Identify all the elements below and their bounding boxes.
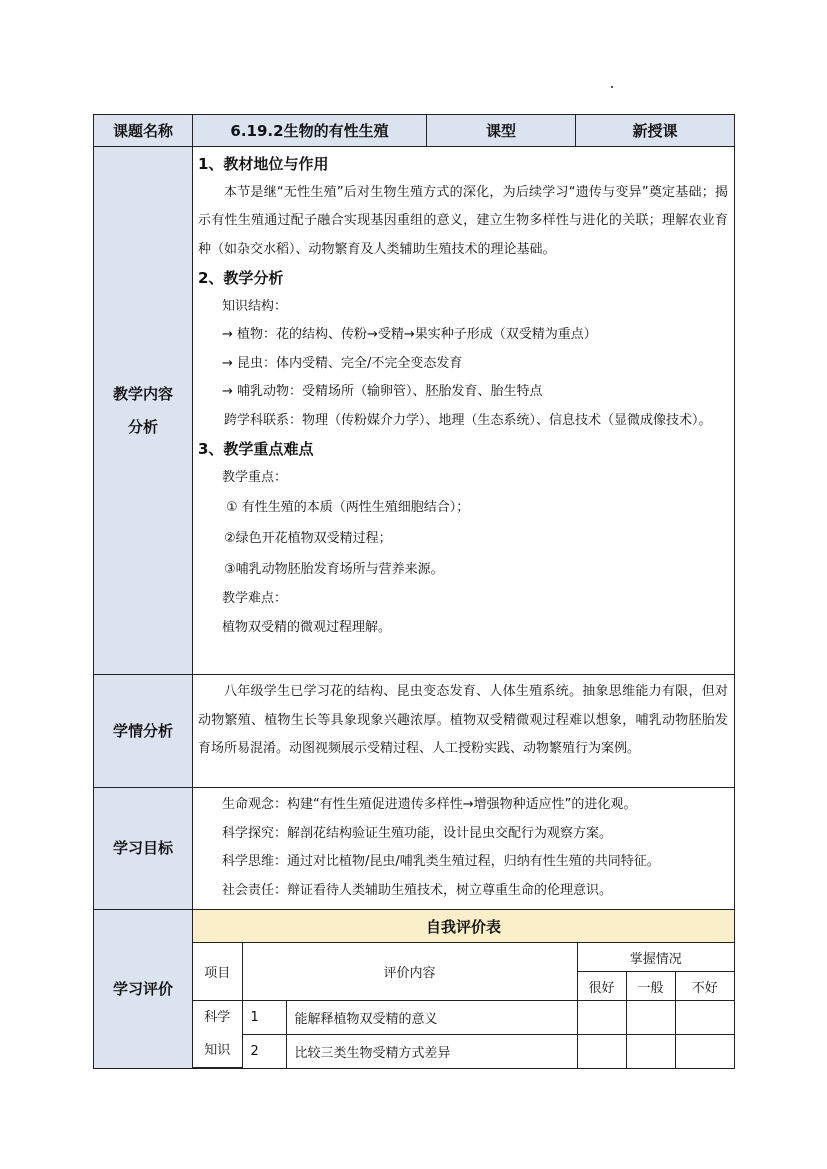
evaluation-row (94, 910, 735, 1069)
type-label: 课型 (427, 115, 576, 147)
self-evaluation-table (193, 910, 734, 1068)
row-content: 能解释植物双受精的意义 (286, 1001, 577, 1035)
page-dot (611, 86, 613, 88)
category-science-knowledge: 科学 知识 (193, 1001, 242, 1068)
goal-item: 科学思维：通过对比植物/昆虫/哺乳类生殖过程，归纳有性生殖的共同特征。 (222, 854, 660, 869)
key-item: ③哺乳动物胚胎发育场所与营养来源。 (224, 562, 444, 577)
goal-item: 社会责任：辩证看待人类辅助生殖技术，树立尊重生命的伦理意识。 (222, 882, 613, 898)
difficulty-label: 教学难点： (222, 591, 288, 606)
col-item-header: 项目 (193, 943, 242, 1001)
knowledge-item: → 哺乳动物：受精场所（输卵管）、胚胎发育、胎生特点 (222, 384, 543, 399)
topic-value: 6.19.2生物的有性生殖 (193, 115, 427, 147)
goal-item: 生命观念：构建“有性生殖促进遗传多样性→增强物种适应性”的进化观。 (222, 797, 637, 812)
level-poor: 不好 (675, 972, 734, 1001)
goal-item: 科学探究：解剖花结构验证生殖功能，设计昆虫交配行为观察方案。 (222, 825, 613, 841)
mastery-cell[interactable] (675, 1001, 734, 1035)
section1-title: 1、教材地位与作用 (198, 155, 329, 173)
content-analysis-label: 教学内容 分析 (94, 147, 193, 675)
knowledge-item: → 植物：花的结构、传粉→受精→果实种子形成（双受精为重点） (222, 327, 597, 342)
table-row (193, 1035, 734, 1068)
lesson-plan-table (93, 114, 735, 1069)
topic-label: 课题名称 (94, 115, 193, 147)
content-analysis-row (94, 147, 735, 675)
learning-goals-body (193, 788, 735, 910)
evaluation-body (193, 910, 735, 1069)
learner-analysis-body (193, 675, 735, 788)
col-content-header: 评价内容 (242, 943, 577, 1001)
content-analysis-body (193, 147, 735, 675)
section1-text: 本节是继“无性生殖”后对生物生殖方式的深化，为后续学习“遗传与变异”奠定基础；揭示有性生殖通过配子融合实现基因重组的意义，建立生物多样性与进化的关联；理解农业育种（如杂交水稻）、动物繁育及人类辅助生殖技术的理论基础。 (198, 184, 728, 257)
knowledge-label: 知识结构： (222, 298, 288, 314)
key-item: ① 有性生殖的本质（两性生殖细胞结合）； (226, 500, 470, 515)
knowledge-item: → 昆虫：体内受精、完全/不完全变态发育 (222, 355, 463, 371)
key-item: ②绿色开花植物双受精过程； (224, 531, 392, 546)
row-number: 1 (242, 1001, 286, 1035)
mastery-cell[interactable] (626, 1001, 675, 1035)
level-average: 一般 (626, 972, 675, 1001)
section2-title: 2、教学分析 (198, 269, 284, 287)
self-evaluation-title: 自我评价表 (193, 910, 734, 943)
difficulty-text: 植物双受精的微观过程理解。 (222, 619, 392, 635)
learner-analysis-text: 八年级学生已学习花的结构、昆虫变态发育、人体生殖系统。抽象思维能力有限，但对动物繁殖、植物生长等具象现象兴趣浓厚。植物双受精微观过程难以想象，哺乳动物胚胎发育场所易混淆。动图视频展示受精过程、人工授粉实践、动物繁殖行为案例。 (198, 684, 728, 756)
row-number: 2 (242, 1035, 286, 1068)
learning-goals-row (94, 788, 735, 910)
mastery-cell[interactable] (577, 1001, 626, 1035)
header-row (94, 115, 735, 147)
learning-goals-label: 学习目标 (94, 788, 193, 910)
section3-title: 3、教学重点难点 (198, 440, 314, 458)
evaluation-label: 学习评价 (94, 910, 193, 1069)
learner-analysis-label: 学情分析 (94, 675, 193, 788)
table-row (193, 1001, 734, 1035)
learner-analysis-row (94, 675, 735, 788)
col-mastery-header: 掌握情况 (577, 943, 734, 972)
key-label: 教学重点： (222, 469, 288, 485)
row-content: 比较三类生物受精方式差异 (286, 1035, 577, 1068)
mastery-cell[interactable] (577, 1035, 626, 1068)
type-value: 新授课 (576, 115, 735, 147)
level-very-good: 很好 (577, 972, 626, 1001)
cross-subject-text: 跨学科联系：物理（传粉媒介力学）、地理（生态系统）、信息技术（显微成像技术）。 (224, 412, 712, 428)
mastery-cell[interactable] (626, 1035, 675, 1068)
mastery-cell[interactable] (675, 1035, 734, 1068)
